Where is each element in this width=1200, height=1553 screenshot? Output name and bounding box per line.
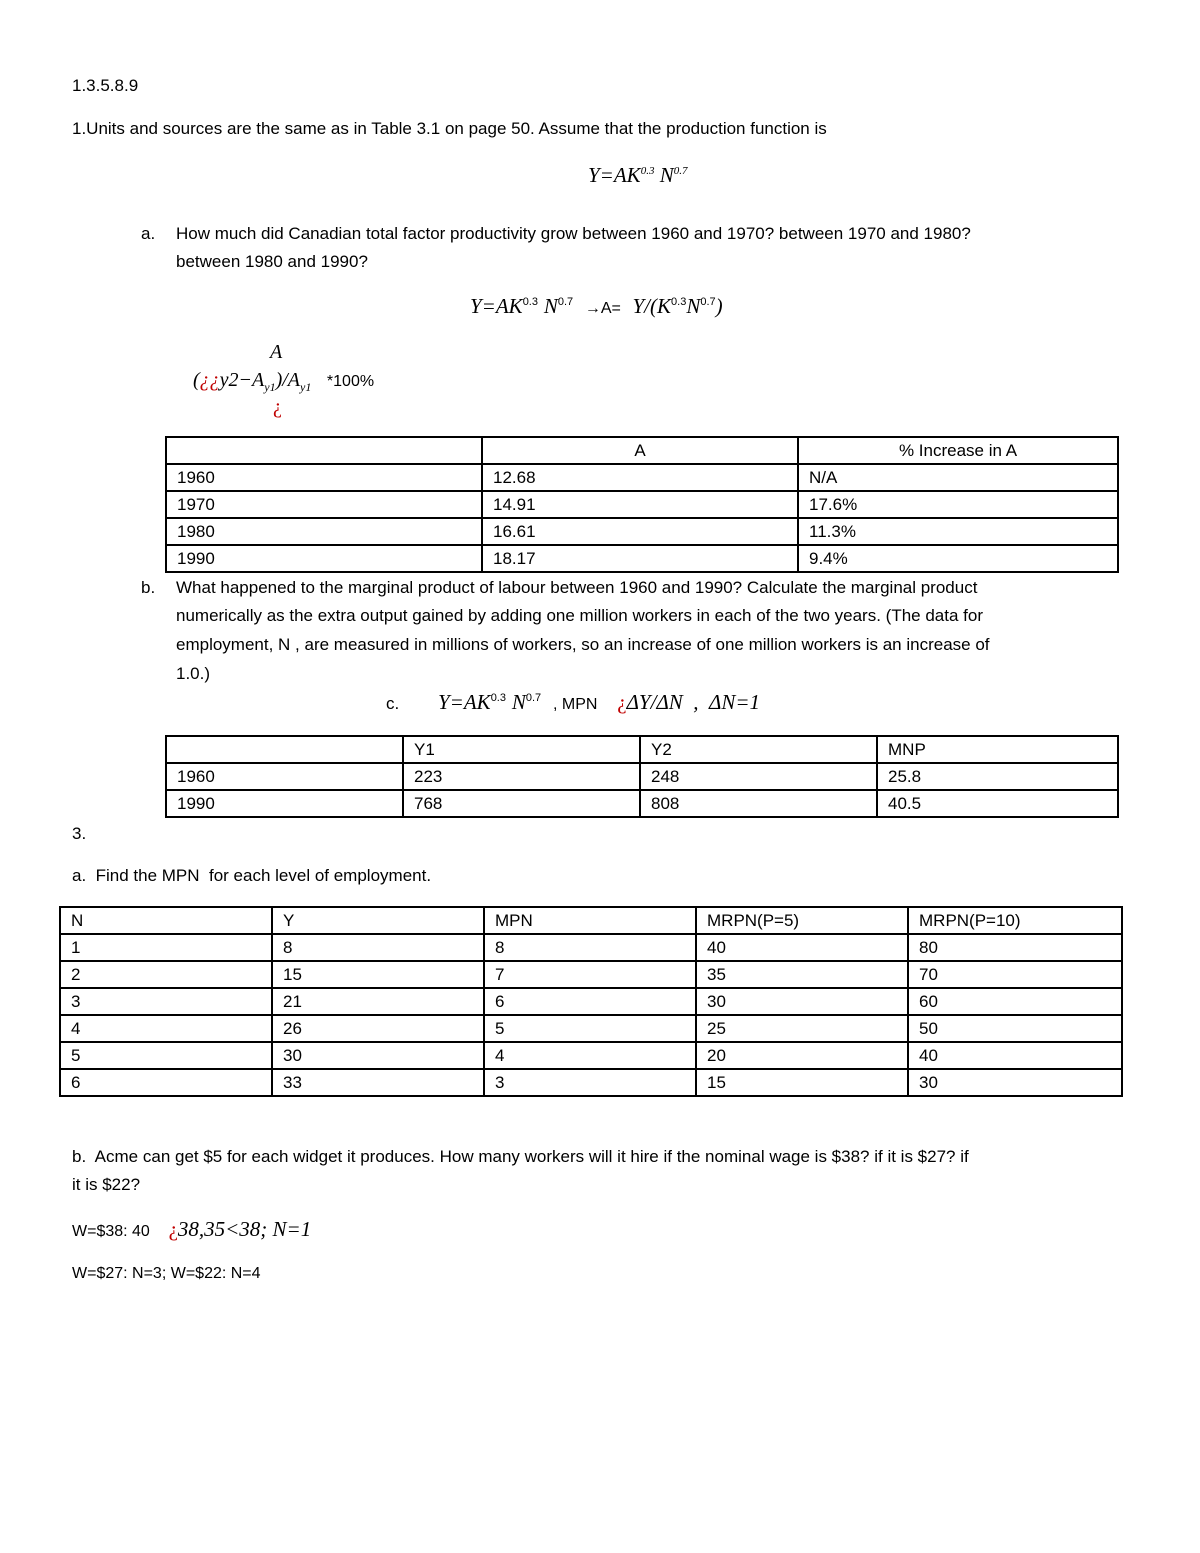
table-row [60, 1015, 1122, 1042]
f2-rhs: Y/(K [632, 294, 672, 318]
pct-body2: )/A [275, 369, 301, 391]
mpn-table [59, 906, 1123, 1097]
c-rest [617, 690, 760, 714]
w38-math-rest: 38,35<38; N=1 [177, 1217, 312, 1241]
table-cell: 40 [696, 934, 908, 961]
f2-rhs2: N [686, 294, 701, 318]
table-cell: 18.17 [482, 545, 798, 572]
table-cell: 60 [908, 988, 1122, 1015]
pct-formula-body [193, 369, 374, 395]
table-header: Y2 [640, 736, 877, 763]
table-cell: 15 [696, 1069, 908, 1096]
tfp-table [165, 436, 1119, 573]
w27-answer: W=$27: N=3; W=$22: N=4 [72, 1265, 261, 1282]
c-exp2: 0.7 [525, 692, 542, 704]
table-cell: 1970 [166, 491, 482, 518]
table-cell: 8 [272, 934, 484, 961]
table-cell: 17.6% [798, 491, 1118, 518]
table-cell: 223 [403, 763, 640, 790]
table-cell: 12.68 [482, 464, 798, 491]
table-cell: 768 [403, 790, 640, 817]
c-mid: N [511, 690, 526, 714]
q1b-label: b. [141, 578, 156, 597]
table-cell: 1980 [166, 518, 482, 545]
table-header: MPN [484, 907, 696, 934]
table-cell [166, 736, 403, 763]
table-cell: 248 [640, 763, 877, 790]
table-cell: 1960 [166, 464, 482, 491]
table-row [60, 988, 1122, 1015]
table-cell: N/A [798, 464, 1118, 491]
pct-formula-top: A [270, 341, 283, 363]
c-mpn: , MPN [552, 696, 598, 713]
table-cell: 20 [696, 1042, 908, 1069]
table-cell: 11.3% [798, 518, 1118, 545]
table-header: % Increase in A [798, 437, 1118, 464]
table-header: Y1 [403, 736, 640, 763]
table-cell: 26 [272, 1015, 484, 1042]
inverted-question-glyph: ¿¿ [199, 369, 220, 391]
pct-sub2: y1 [300, 380, 312, 394]
table-cell: 80 [908, 934, 1122, 961]
table-row [166, 491, 1118, 518]
pct-formula-bottom: ¿ [273, 396, 282, 418]
table-cell: 5 [60, 1042, 272, 1069]
table-row [166, 518, 1118, 545]
table-cell: 3 [484, 1069, 696, 1096]
doc-heading: 1.3.5.8.9 [72, 76, 139, 95]
table-cell: 25 [696, 1015, 908, 1042]
table-cell: 40 [908, 1042, 1122, 1069]
table-header: MRPN(P=10) [908, 907, 1122, 934]
table-cell: 30 [272, 1042, 484, 1069]
table-cell: 6 [484, 988, 696, 1015]
table-cell: 4 [60, 1015, 272, 1042]
table-cell: 35 [696, 961, 908, 988]
q3a-text: a. Find the MPN for each level of employment. [72, 866, 432, 885]
table-cell: 21 [272, 988, 484, 1015]
q1a-line2: between 1980 and 1990? [176, 252, 368, 271]
f2-close: ) [715, 294, 723, 318]
q1c-label: c. [386, 694, 400, 713]
mpl-table [165, 735, 1119, 818]
f2-exp3: 0.3 [671, 296, 687, 308]
table-cell: 1 [60, 934, 272, 961]
pf-exp2: 0.7 [673, 165, 688, 177]
q3b-line2: it is $22? [72, 1175, 141, 1194]
c-rest-text: ΔY/ΔN , ΔN=1 [626, 690, 761, 714]
table-row [60, 1042, 1122, 1069]
w38-answer [72, 1217, 311, 1242]
f2-exp1: 0.3 [522, 296, 538, 308]
c-lhs: Y=AK [438, 690, 491, 714]
table-row [166, 763, 1118, 790]
tfp-formula [470, 294, 723, 319]
table-cell: 2 [60, 961, 272, 988]
q3b-line1: b. Acme can get $5 for each widget it produces. How many workers will it hire if the nominal wage is $38? if it is $27? if [72, 1147, 969, 1166]
table-cell: 7 [484, 961, 696, 988]
table-cell: 14.91 [482, 491, 798, 518]
f2-mid: N [543, 294, 558, 318]
pf-exp1: 0.3 [640, 165, 655, 177]
table-cell: 1960 [166, 763, 403, 790]
table-cell: 1990 [166, 790, 403, 817]
table-row [166, 736, 1118, 763]
table-header: N [60, 907, 272, 934]
table-cell: 5 [484, 1015, 696, 1042]
f2-arrow: →A= [584, 300, 621, 317]
inverted-question-glyph: ¿ [168, 1217, 178, 1241]
c-exp1: 0.3 [490, 692, 506, 704]
w38-label: W=$38: 40 [72, 1223, 150, 1240]
table-cell: 25.8 [877, 763, 1118, 790]
table-header: Y [272, 907, 484, 934]
table-row [166, 545, 1118, 572]
table-cell: 30 [696, 988, 908, 1015]
table-row [166, 464, 1118, 491]
table-row [166, 437, 1118, 464]
q1-intro: 1.Units and sources are the same as in Table 3.1 on page 50. Assume that the production function is [72, 119, 827, 138]
table-cell: 1990 [166, 545, 482, 572]
q1b-line: numerically as the extra output gained by adding one million workers in each of the two years. (The data for [176, 606, 983, 625]
mpn-formula [438, 690, 760, 715]
table-cell: 808 [640, 790, 877, 817]
table-row [60, 1069, 1122, 1096]
f2-exp2: 0.7 [557, 296, 574, 308]
pf-lhs: Y=AK [588, 163, 641, 187]
pct-body: (¿¿y2−A [193, 369, 265, 391]
table-cell: 40.5 [877, 790, 1118, 817]
table-cell: 15 [272, 961, 484, 988]
q1a-label: a. [141, 224, 156, 243]
table-row [60, 907, 1122, 934]
f2-lhs: Y=AK [470, 294, 523, 318]
table-cell: 30 [908, 1069, 1122, 1096]
q1b-line: What happened to the marginal product of labour between 1960 and 1990? Calculate the marginal product [176, 578, 978, 597]
table-header: A [482, 437, 798, 464]
q1b-line: employment, N , are measured in millions of workers, so an increase of one million workers is an increase of [176, 635, 990, 654]
q1a-line1: How much did Canadian total factor productivity grow between 1960 and 1970? between 1970 and 1980? [176, 224, 971, 243]
pct-times: *100% [326, 373, 375, 390]
w38-math [169, 1217, 312, 1241]
table-row [166, 790, 1118, 817]
production-function [588, 163, 687, 188]
table-cell: 70 [908, 961, 1122, 988]
f2-exp4: 0.7 [700, 296, 716, 308]
table-row [60, 934, 1122, 961]
pf-mid: N [659, 163, 674, 187]
table-cell: 3 [60, 988, 272, 1015]
table-cell: 16.61 [482, 518, 798, 545]
table-row [60, 961, 1122, 988]
inverted-question-glyph: ¿ [617, 690, 627, 714]
table-cell: 9.4% [798, 545, 1118, 572]
table-cell: 8 [484, 934, 696, 961]
table-cell: 33 [272, 1069, 484, 1096]
pct-sub1: y1 [264, 380, 276, 394]
table-header: MRPN(P=5) [696, 907, 908, 934]
table-cell: 6 [60, 1069, 272, 1096]
table-cell [166, 437, 482, 464]
table-cell: 4 [484, 1042, 696, 1069]
table-header: MNP [877, 736, 1118, 763]
q3-label: 3. [72, 824, 87, 843]
q1b-line: 1.0.) [176, 664, 211, 683]
table-cell: 50 [908, 1015, 1122, 1042]
